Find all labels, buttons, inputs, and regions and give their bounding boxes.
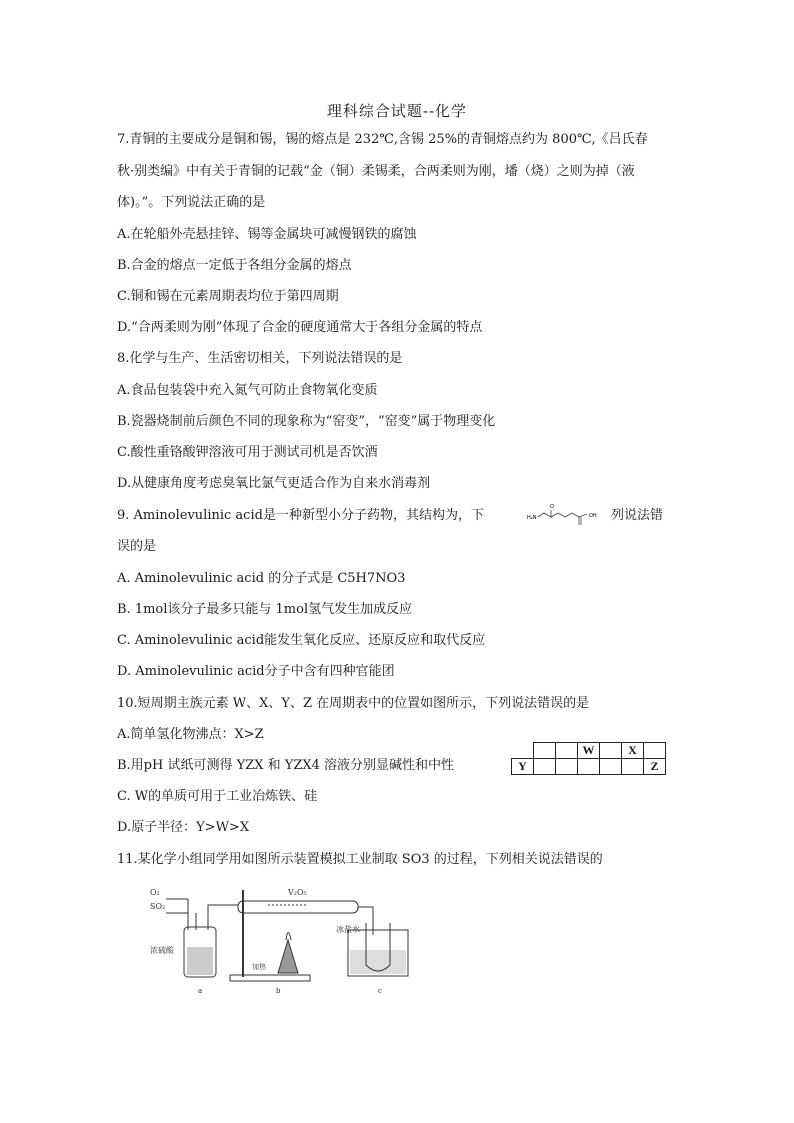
q7-option-b: B.合金的熔点一定低于各组分金属的熔点: [117, 258, 352, 273]
label-b: b: [276, 987, 281, 995]
q10-option-c: C. W的单质可用于工业冶炼铁、硅: [117, 789, 318, 804]
q7-stem-line2: 秋·别类编》中有关于青铜的记载“金（铜）柔锡柔，合两柔则为刚，墦（烧）之则为掉（液: [117, 164, 635, 179]
inlet-tubes: [188, 899, 196, 930]
acid-label: 浓硫酸: [150, 946, 174, 955]
so2-label: SO₂: [150, 902, 166, 911]
periodic-cell: [556, 759, 578, 775]
collector-c: [336, 907, 408, 995]
periodic-cell-y: Y: [512, 759, 534, 775]
q9-option-a: A. Aminolevulinic acid 的分子式是 C5H7NO3: [117, 571, 406, 586]
q9-option-d: D. Aminolevulinic acid分子中含有四种官能团: [117, 664, 395, 679]
periodic-table-fragment: [511, 742, 666, 775]
icewater-label: 冰盐水: [336, 925, 360, 934]
heat-label: 加热: [252, 963, 266, 971]
periodic-row-2: [512, 759, 666, 775]
so3-apparatus-figure: [148, 885, 416, 997]
flame: [286, 933, 291, 941]
o2-label: O₂: [150, 888, 160, 897]
periodic-cell: [512, 743, 534, 759]
periodic-cell: [534, 759, 556, 775]
ice-water: [350, 950, 406, 974]
periodic-row-1: [512, 743, 666, 759]
q7-option-a: A.在轮船外壳悬挂锌、锡等金属块可减慢钢铁的腐蚀: [117, 227, 417, 242]
periodic-cell: [600, 759, 622, 775]
struct-chain: [538, 510, 579, 517]
q8-option-d: D.从健康角度考虑臭氧比氯气更适合作为自来水消毒剂: [117, 476, 431, 491]
struct-oh-label: OH: [589, 513, 597, 519]
q10-option-d: D.原子半径：Y>W>X: [117, 820, 250, 835]
q9-stem-part3: 误的是: [117, 539, 157, 554]
periodic-cell-x: X: [622, 743, 644, 759]
q9-option-b: B. 1mol该分子最多只能与 1mol氢气发生加成反应: [117, 602, 413, 617]
periodic-cell: [534, 743, 556, 759]
page-title: 理科综合试题--化学: [326, 102, 468, 120]
aminolevulinic-acid-structure: [527, 503, 607, 533]
periodic-cell-w: W: [578, 743, 600, 759]
q7-stem-line1: 7.青铜的主要成分是铜和锡，锡的熔点是 232℃,含锡 25%的青铜熔点约为 800℃,《吕氏春: [117, 132, 648, 147]
q9-stem-part1: 9. Aminolevulinic acid是一种新型小分子药物，其结构为，下: [117, 508, 484, 523]
q7-option-d: D.“合两柔则为刚”体现了合金的硬度通常大于各组分金属的特点: [117, 320, 483, 335]
q8-stem: 8.化学与生产、生活密切相关，下列说法错误的是: [117, 351, 403, 366]
q7-option-c: C.铜和锡在元素周期表均位于第四周期: [117, 289, 339, 304]
q8-option-a: A.食品包装袋中充入氮气可防止食物氧化变质: [117, 383, 378, 398]
q9-option-c: C. Aminolevulinic acid能发生氧化反应、还原反应和取代反应: [117, 633, 486, 648]
periodic-cell: [644, 743, 666, 759]
periodic-cell-z: Z: [644, 759, 666, 775]
q10-option-a: A.简单氢化物沸点：X>Z: [117, 727, 264, 742]
q10-stem: 10.短周期主族元素 W、X、Y、Z 在周期表中的位置如图所示，下列说法错误的是: [117, 696, 590, 711]
burner: [278, 940, 298, 973]
label-c: c: [378, 987, 382, 995]
reaction-tube: [238, 901, 358, 913]
q7-stem-line3: 体)。”。下列说法正确的是: [117, 195, 266, 210]
struct-nh2-label: H₂N: [527, 515, 537, 521]
periodic-cell: [556, 743, 578, 759]
bottle-liquid: [187, 947, 213, 975]
struct-o-label: O: [550, 504, 554, 510]
periodic-cell: [600, 743, 622, 759]
periodic-cell: [578, 759, 600, 775]
q8-option-b: B.瓷器烧制前后颜色不同的现象称为“窑变”，“窑变”属于物理变化: [117, 414, 496, 429]
q11-stem: 11.某化学小组同学用如图所示装置模拟工业制取 SO3 的过程，下列相关说法错误的: [117, 852, 603, 867]
label-a: a: [198, 987, 203, 995]
bottle-a: [150, 888, 238, 995]
q9-stem: [117, 507, 484, 525]
struct-oh-bond: [579, 514, 587, 517]
periodic-cell: [622, 759, 644, 775]
q10-option-b: B.用pH 试纸可测得 YZX 和 YZX4 溶液分别显碱性和中性: [117, 758, 455, 773]
outlet-tube: [208, 905, 238, 930]
q8-option-c: C.酸性重铬酸钾溶液可用于测试司机是否饮酒: [117, 445, 378, 460]
q9-stem-part2: 列说法错: [611, 508, 664, 523]
catalyst-label: V₂O₅: [288, 888, 307, 897]
reactor-b: [230, 888, 358, 995]
